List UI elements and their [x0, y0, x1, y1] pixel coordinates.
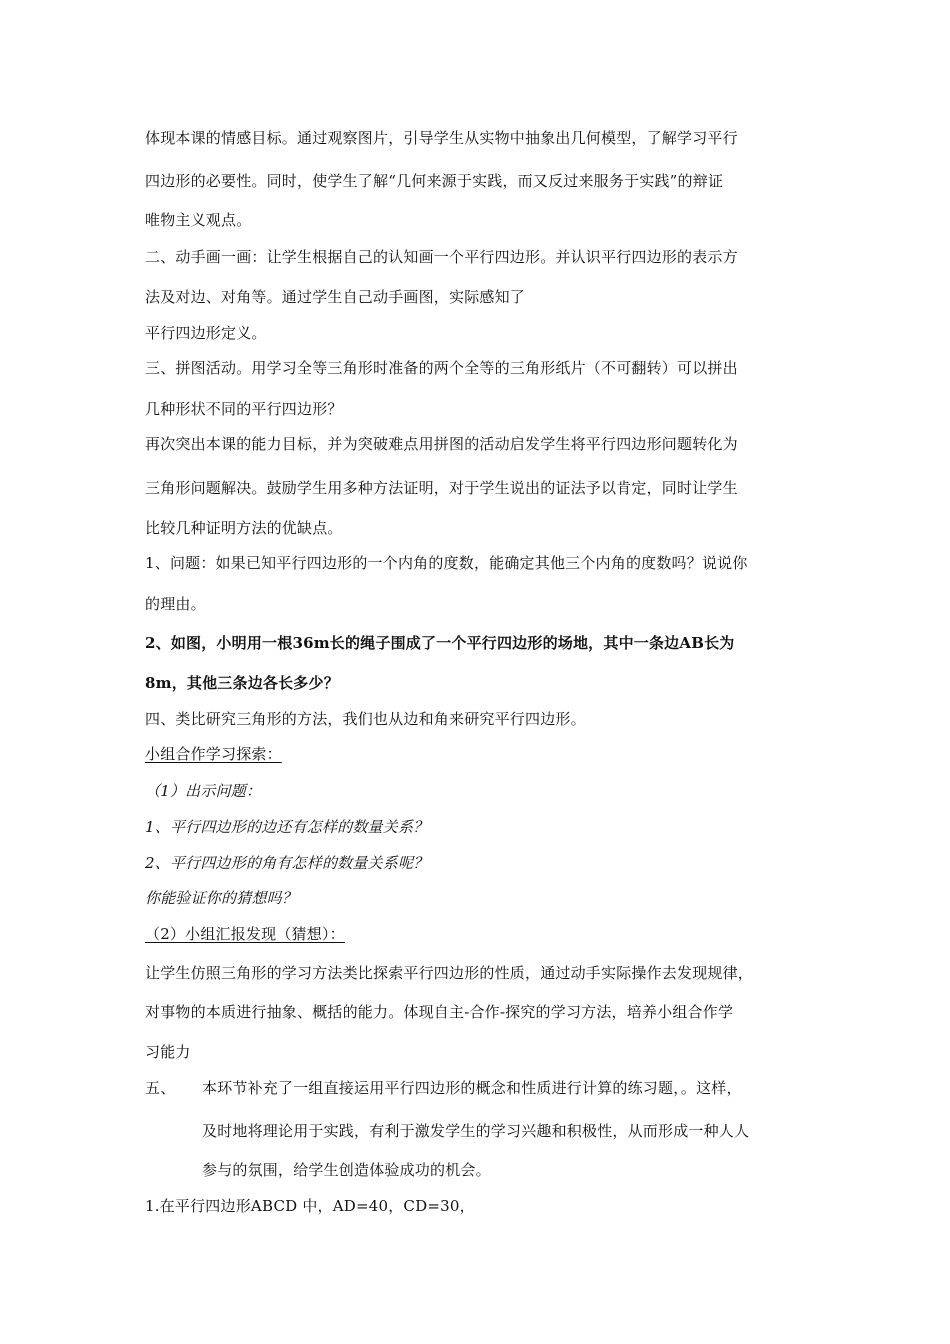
paragraph-line: 让学生仿照三角形的学习方法类比探索平行四边形的性质，通过动手实际操作去发现规律， — [145, 964, 754, 982]
paragraph-line: 本环节补充了一组直接运用平行四边形的概念和性质进行计算的练习题，。这样， — [202, 1079, 742, 1097]
group-report-heading: （2）小组汇报发现（猜想）： — [145, 925, 345, 943]
section-three-heading: 三、拼图活动。用学习全等三角形时准备的两个全等的三角形纸片（不可翻转）可以拼出 — [145, 359, 738, 377]
paragraph-line: 及时地将理论用于实践，有利于激发学生的学习兴趣和积极性，从而形成一种人人 — [202, 1122, 750, 1140]
paragraph-line: 几种形状不同的平行四边形？ — [145, 400, 343, 418]
section-two-heading: 二、动手画一画：让学生根据自己的认知画一个平行四边形。并认识平行四边形的表示方 — [145, 248, 738, 266]
paragraph-line: 2、平行四边形的角有怎样的数量关系呢？ — [145, 854, 429, 872]
paragraph-line: 唯物主义观点。 — [145, 211, 252, 229]
section-four-heading: 四、类比研究三角形的方法，我们也从边和角来研究平行四边形。 — [145, 710, 586, 728]
paragraph-line: 参与的氛围，给学生创造体验成功的机会。 — [202, 1161, 491, 1179]
paragraph-line: 你能验证你的猜想吗？ — [145, 889, 298, 907]
question-two: 2、如图，小明用一根36m长的绳子围成了一个平行四边形的场地，其中一条边AB长为 — [145, 634, 735, 652]
paragraph-line: 三角形问题解决。鼓励学生用多种方法证明，对于学生说出的证法予以肯定，同时让学生 — [145, 479, 738, 497]
paragraph-line: 8m，其他三条边各长多少？ — [145, 674, 339, 692]
group-study-heading: 小组合作学习探索： — [145, 745, 282, 763]
paragraph-line: 的理由。 — [145, 595, 206, 613]
exercise-one: 1.在平行四边形ABCD 中，AD=40，CD=30， — [145, 1197, 475, 1215]
paragraph-line: 体现本课的情感目标。通过观察图片，引导学生从实物中抽象出几何模型，了解学习平行 — [145, 129, 738, 147]
paragraph-line: 平行四边形定义。 — [145, 324, 267, 342]
paragraph-line: 法及对边、对角等。通过学生自己动手画图，实际感知了 — [145, 288, 526, 306]
paragraph-line: 再次突出本课的能力目标，并为突破难点用拼图的活动启发学生将平行四边形问题转化为 — [145, 435, 738, 453]
paragraph-line: 习能力 — [145, 1043, 191, 1061]
paragraph-line: 1、平行四边形的边还有怎样的数量关系？ — [145, 818, 429, 836]
question-one: 1、问题：如果已知平行四边形的一个内角的度数，能确定其他三个内角的度数吗？说说你 — [145, 554, 748, 572]
paragraph-line: 比较几种证明方法的优缺点。 — [145, 519, 343, 537]
paragraph-line: 四边形的必要性。同时，使学生了解“几何来源于实践，而又反过来服务于实践”的辩证 — [145, 172, 724, 190]
paragraph-line: （1）出示问题： — [145, 782, 262, 800]
section-five-number: 五、 — [145, 1079, 176, 1097]
paragraph-line: 对事物的本质进行抽象、概括的能力。体现自主-合作-探究的学习方法，培养小组合作学 — [145, 1003, 734, 1021]
